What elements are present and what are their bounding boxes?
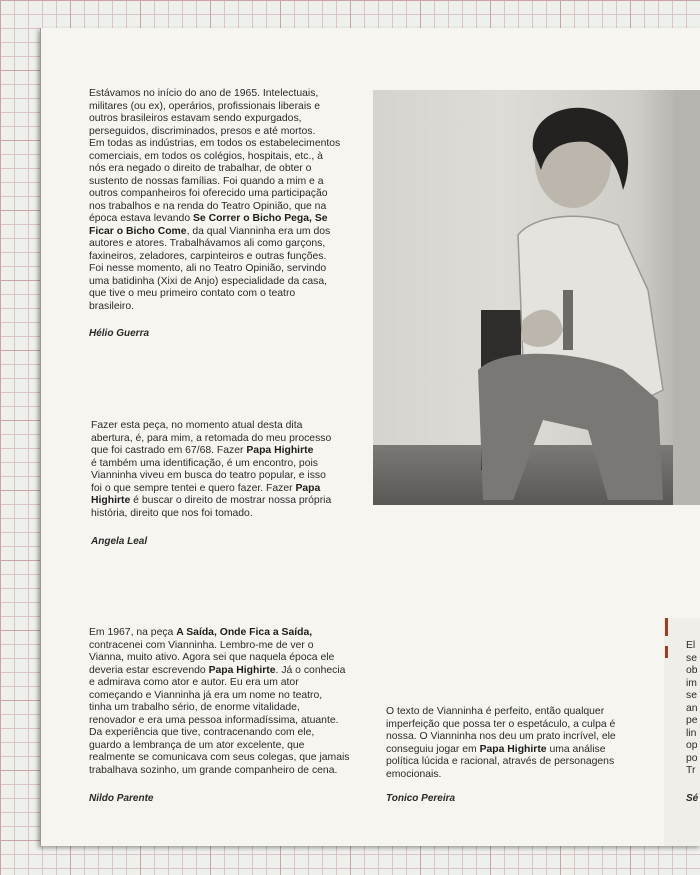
play-title: Papa Highirte bbox=[479, 743, 547, 755]
testimony-tonico-pereira: O texto de Vianninha é perfeito, então qualquer imperfeição que possa ter o espetáculo, a culpa é nossa. O Vianninha nos deu um prato incrível, ele conseguiu jogar em Papa Highirte uma análise política lúcida e racional, através de personagens emocionais. bbox=[386, 706, 616, 780]
seated-man-illustration bbox=[373, 90, 700, 505]
testimony-helio-guerra: Estávamos no início do ano de 1965. Intelectuais, militares (ou ex), operários, profissionais liberais e outros brasileiros estavam sendo expurgados, perseguidos, discriminados, presos e até mortos. Em todas as indústrias, em todos os estabelecimentos comerciais, em todos os colégios, hospitais, etc., à nós era negado o direito de trabalhar, de obter o sustento de nossas famílias. Foi quando a mim e a outros companheiros foi oferecido uma participação nos trabalhos e na renda do Teatro Opinião, que na época estava levando Se Correr o Bicho Pega, Se Ficar o Bicho Come, da qual Vianninha era um dos autores e atores. Trabalhávamos ali como garçons, faxineiros, zeladores, carpinteiros e outras funções. Foi nesse momento, ali no Teatro Opinião, servindo uma batidinha (Xixi de Anjo) especialidade da casa, que tive o meu primeiro contato com o teatro brasileiro. bbox=[89, 88, 341, 312]
signature-angela-leal: Angela Leal bbox=[91, 536, 148, 547]
next-page-text-fragments: El se ob im se an pe lin op po Tr bbox=[686, 640, 698, 776]
play-title: Highirte bbox=[91, 495, 131, 506]
signature-tonico-pereira: Tonico Pereira bbox=[386, 793, 456, 804]
play-title: Papa bbox=[295, 482, 321, 494]
play-title: Ficar o Bicho Come bbox=[89, 225, 187, 237]
play-title: Se Correr o Bicho Pega, Se bbox=[192, 213, 328, 224]
play-title: Papa Highirte bbox=[208, 664, 276, 676]
next-page-signature-fragment: Sé bbox=[686, 793, 699, 804]
testimony-nildo-parente: Em 1967, na peça A Saída, Onde Fica a Saída, contracenei com Vianninha. Lembro-me de ver o Vianna, muito ativo. Agora sei que naquela época ele deveria estar escrevendo Papa Highirte. Já o conhecia e admirava como ator e autor. Eu era um ator começando e Vianninha já era um nome no teatro, tinha um trabalho sério, de enorme vitalidade, renovador e era uma pessoa informadíssima, atuante. Da experiência que tive, contracenando com ele, guardo a lembrança de um ator excelente, que realmente se comunicava com seus colegas, que jamais trabalhava sozinho, um grande companheiro de cena. bbox=[89, 627, 350, 776]
binding-mark bbox=[665, 618, 668, 636]
booklet-page bbox=[40, 28, 700, 846]
next-page-edge bbox=[664, 618, 700, 846]
play-title: Papa Highirte bbox=[246, 445, 314, 456]
signature-nildo-parente: Nildo Parente bbox=[89, 793, 154, 804]
testimony-angela-leal: Fazer esta peça, no momento atual desta dita abertura, é, para mim, a retomada do meu processo que foi castrado em 67/68. Fazer Papa Highirte é também uma identificação, é um encontro, pois Vianninha viveu em busca do teatro popular, e isso foi o que sempre tentei e quero fazer. Fazer Papa Highirte é buscar o direito de mostrar nossa própria história, direito que nos foi tomado. bbox=[91, 420, 332, 519]
binding-mark bbox=[665, 646, 668, 658]
signature-helio-guerra: Hélio Guerra bbox=[89, 328, 150, 339]
actor-photo bbox=[373, 90, 700, 505]
play-title: A Saída, Onde Fica a Saída, bbox=[176, 627, 313, 638]
